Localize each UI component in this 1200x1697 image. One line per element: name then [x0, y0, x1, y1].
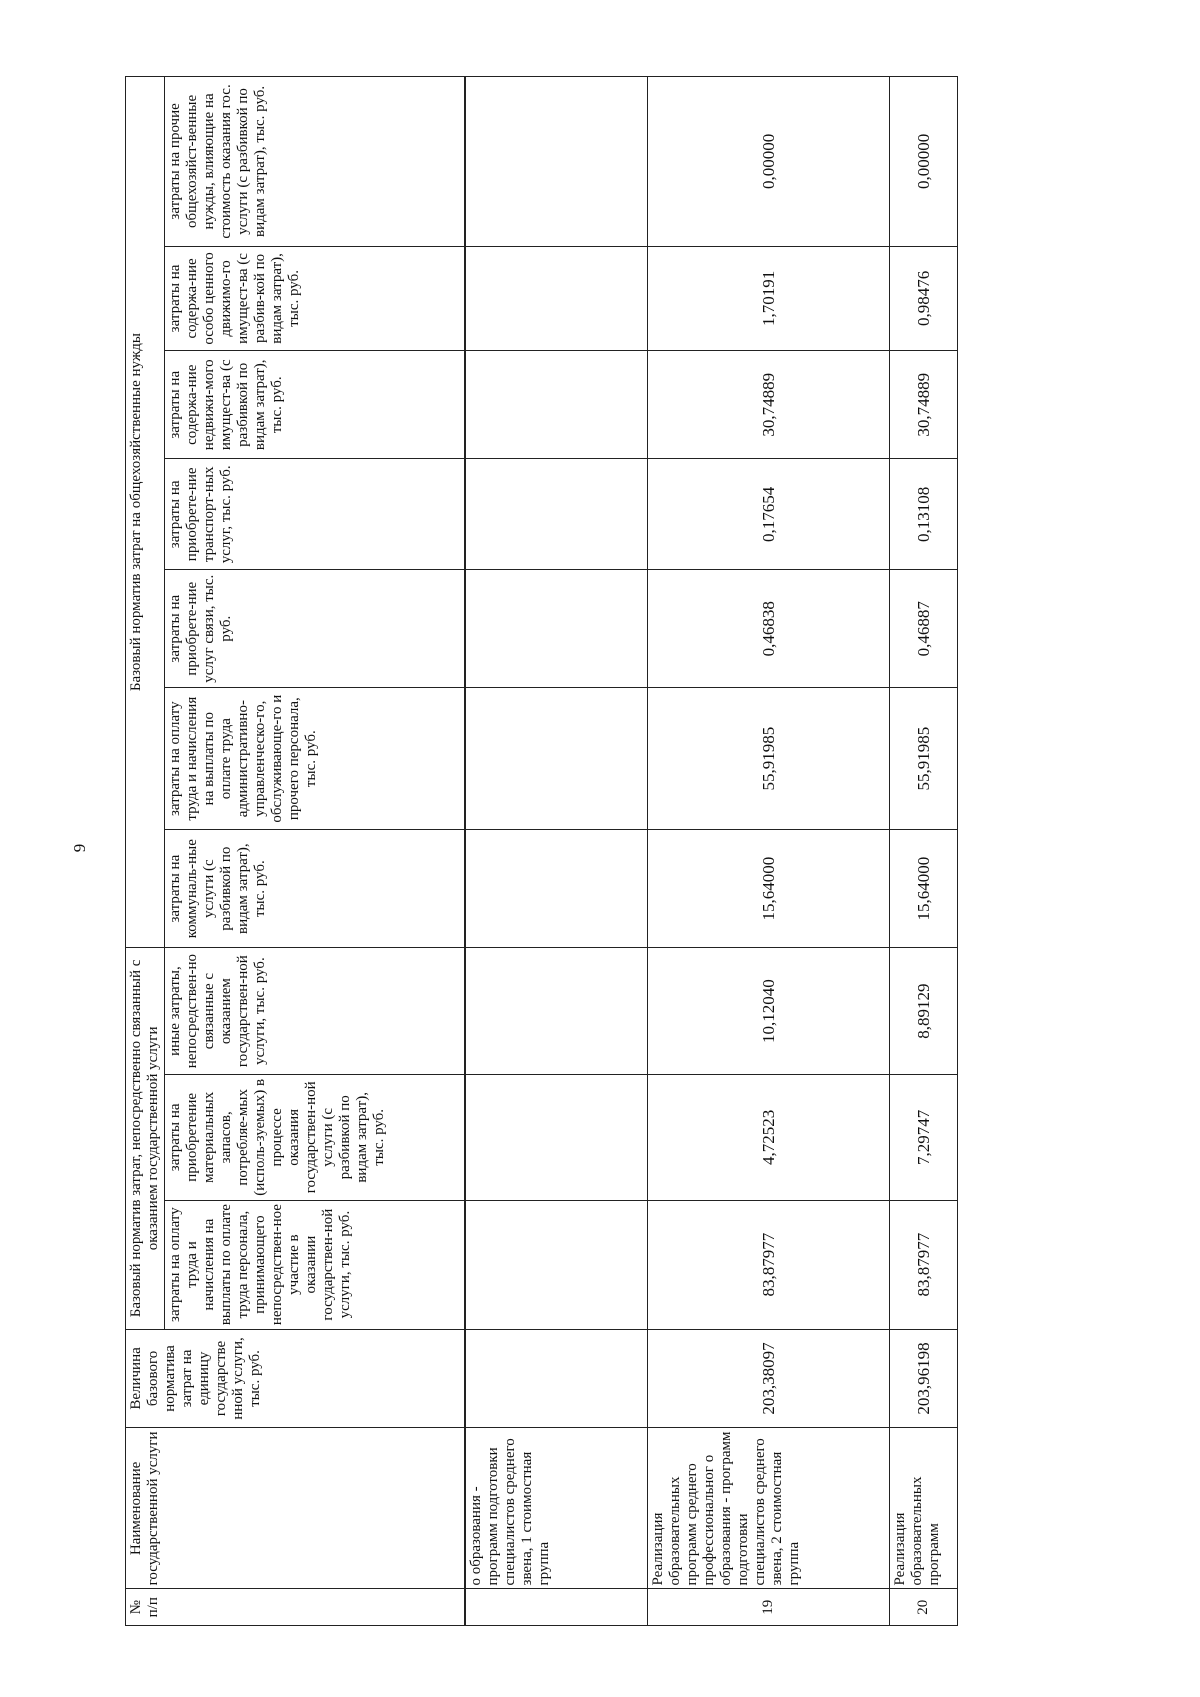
row-value: 55,91985 [890, 688, 958, 830]
row-value: 4,72523 [648, 1074, 890, 1200]
cost-norm-table [125, 76, 958, 1626]
row-value [465, 948, 648, 1075]
table-row [890, 77, 958, 1626]
row-value: 8,89129 [890, 948, 958, 1075]
header-col-other-direct: иные затраты, непосредствен-но связанные с оказанием государствен-ной услуги, тыс. руб. [165, 948, 465, 1075]
row-value: 0,46887 [890, 570, 958, 688]
header-col-admin-labor: затраты на оплату труда и начисления на выплаты по оплате труда административно-управленческо-го, обслуживающе-го и прочего персонала, тыс. руб. [165, 688, 465, 830]
row-value [465, 1200, 648, 1329]
row-norm: 203,96198 [890, 1329, 958, 1428]
header-service: Наименование государственной услуги [126, 1428, 465, 1589]
row-num [465, 1589, 648, 1626]
header-col-transport: затраты на приобрете-ние транспорт-ных услуг, тыс. руб. [165, 459, 465, 570]
row-num: 20 [890, 1589, 958, 1626]
row-value: 0,98476 [890, 246, 958, 350]
table-row [465, 77, 648, 1626]
header-col-materials: затраты на приобретение материальных запасов, потребляе-мых (исполь-зуемых) в процессе оказания государствен-ной услуги (с разбивкой по видам затрат), тыс. руб. [165, 1074, 465, 1200]
header-col-movable-property: затраты на содержа-ние особо ценного движимо-го имущест-ва (с разбив-кой по видам затрат), тыс. руб. [165, 246, 465, 350]
header-norm: Величина базового норматива затрат на единицу государстве нной услуги, тыс. руб. [126, 1329, 465, 1428]
row-value: 55,91985 [648, 688, 890, 830]
header-col-communication: затраты на приобрете-ние услуг связи, тыс. руб. [165, 570, 465, 688]
row-value [465, 246, 648, 350]
row-value: 0,13108 [890, 459, 958, 570]
row-service: Реализация образовательных программ среднего профессиональног о образования - программ подготовки специалистов среднего звена, 2 стоимостная группа [648, 1428, 890, 1589]
row-value [465, 459, 648, 570]
table-row [648, 77, 890, 1626]
row-value [465, 688, 648, 830]
header-row-groups [126, 77, 165, 1626]
header-num: № п/п [126, 1589, 465, 1626]
row-value: 30,74889 [648, 351, 890, 459]
row-value [465, 570, 648, 688]
row-value [465, 830, 648, 948]
header-group-general: Базовый норматив затрат на общехозяйственные нужды [126, 77, 165, 948]
header-col-other-general: затраты на прочие общехозяйст-венные нужды, влияющие на стоимость оказания гос. услуги (с разбивкой по видам затрат), тыс. руб. [165, 77, 465, 247]
row-value: 15,64000 [890, 830, 958, 948]
row-service: о образования - программ подготовки специалистов среднего звена, 1 стоимостная группа [465, 1428, 648, 1589]
row-value: 7,29747 [890, 1074, 958, 1200]
header-col-real-estate: затраты на содержа-ние недвижи-мого имущест-ва (с разбивкой по видам затрат), тыс. руб. [165, 351, 465, 459]
row-value [465, 1074, 648, 1200]
page-number: 9 [70, 843, 89, 853]
row-service: Реализация образовательных программ [890, 1428, 958, 1589]
header-col-labor: затраты на оплату труда и начисления на выплаты по оплате труда персонала, принимающего непосредствен-ное участие в оказании государствен-ной услуги, тыс. руб. [165, 1200, 465, 1329]
row-norm: 203,38097 [648, 1329, 890, 1428]
row-value [465, 351, 648, 459]
row-value: 0,46838 [648, 570, 890, 688]
row-value: 83,87977 [648, 1200, 890, 1329]
row-value: 30,74889 [890, 351, 958, 459]
header-group-direct: Базовый норматив затрат, непосредственно связанный с оказанием государственной услуги [126, 948, 165, 1329]
row-value: 1,70191 [648, 246, 890, 350]
row-value: 0,17654 [648, 459, 890, 570]
row-value: 10,12040 [648, 948, 890, 1075]
row-value [465, 77, 648, 247]
row-num: 19 [648, 1589, 890, 1626]
row-value: 15,64000 [648, 830, 890, 948]
cost-table-container [125, 76, 1095, 1626]
row-norm [465, 1329, 648, 1428]
header-col-utilities: затраты на коммуналь-ные услуги (с разбивкой по видам затрат), тыс. руб. [165, 830, 465, 948]
row-value: 0,00000 [648, 77, 890, 247]
row-value: 0,00000 [890, 77, 958, 247]
row-value: 83,87977 [890, 1200, 958, 1329]
